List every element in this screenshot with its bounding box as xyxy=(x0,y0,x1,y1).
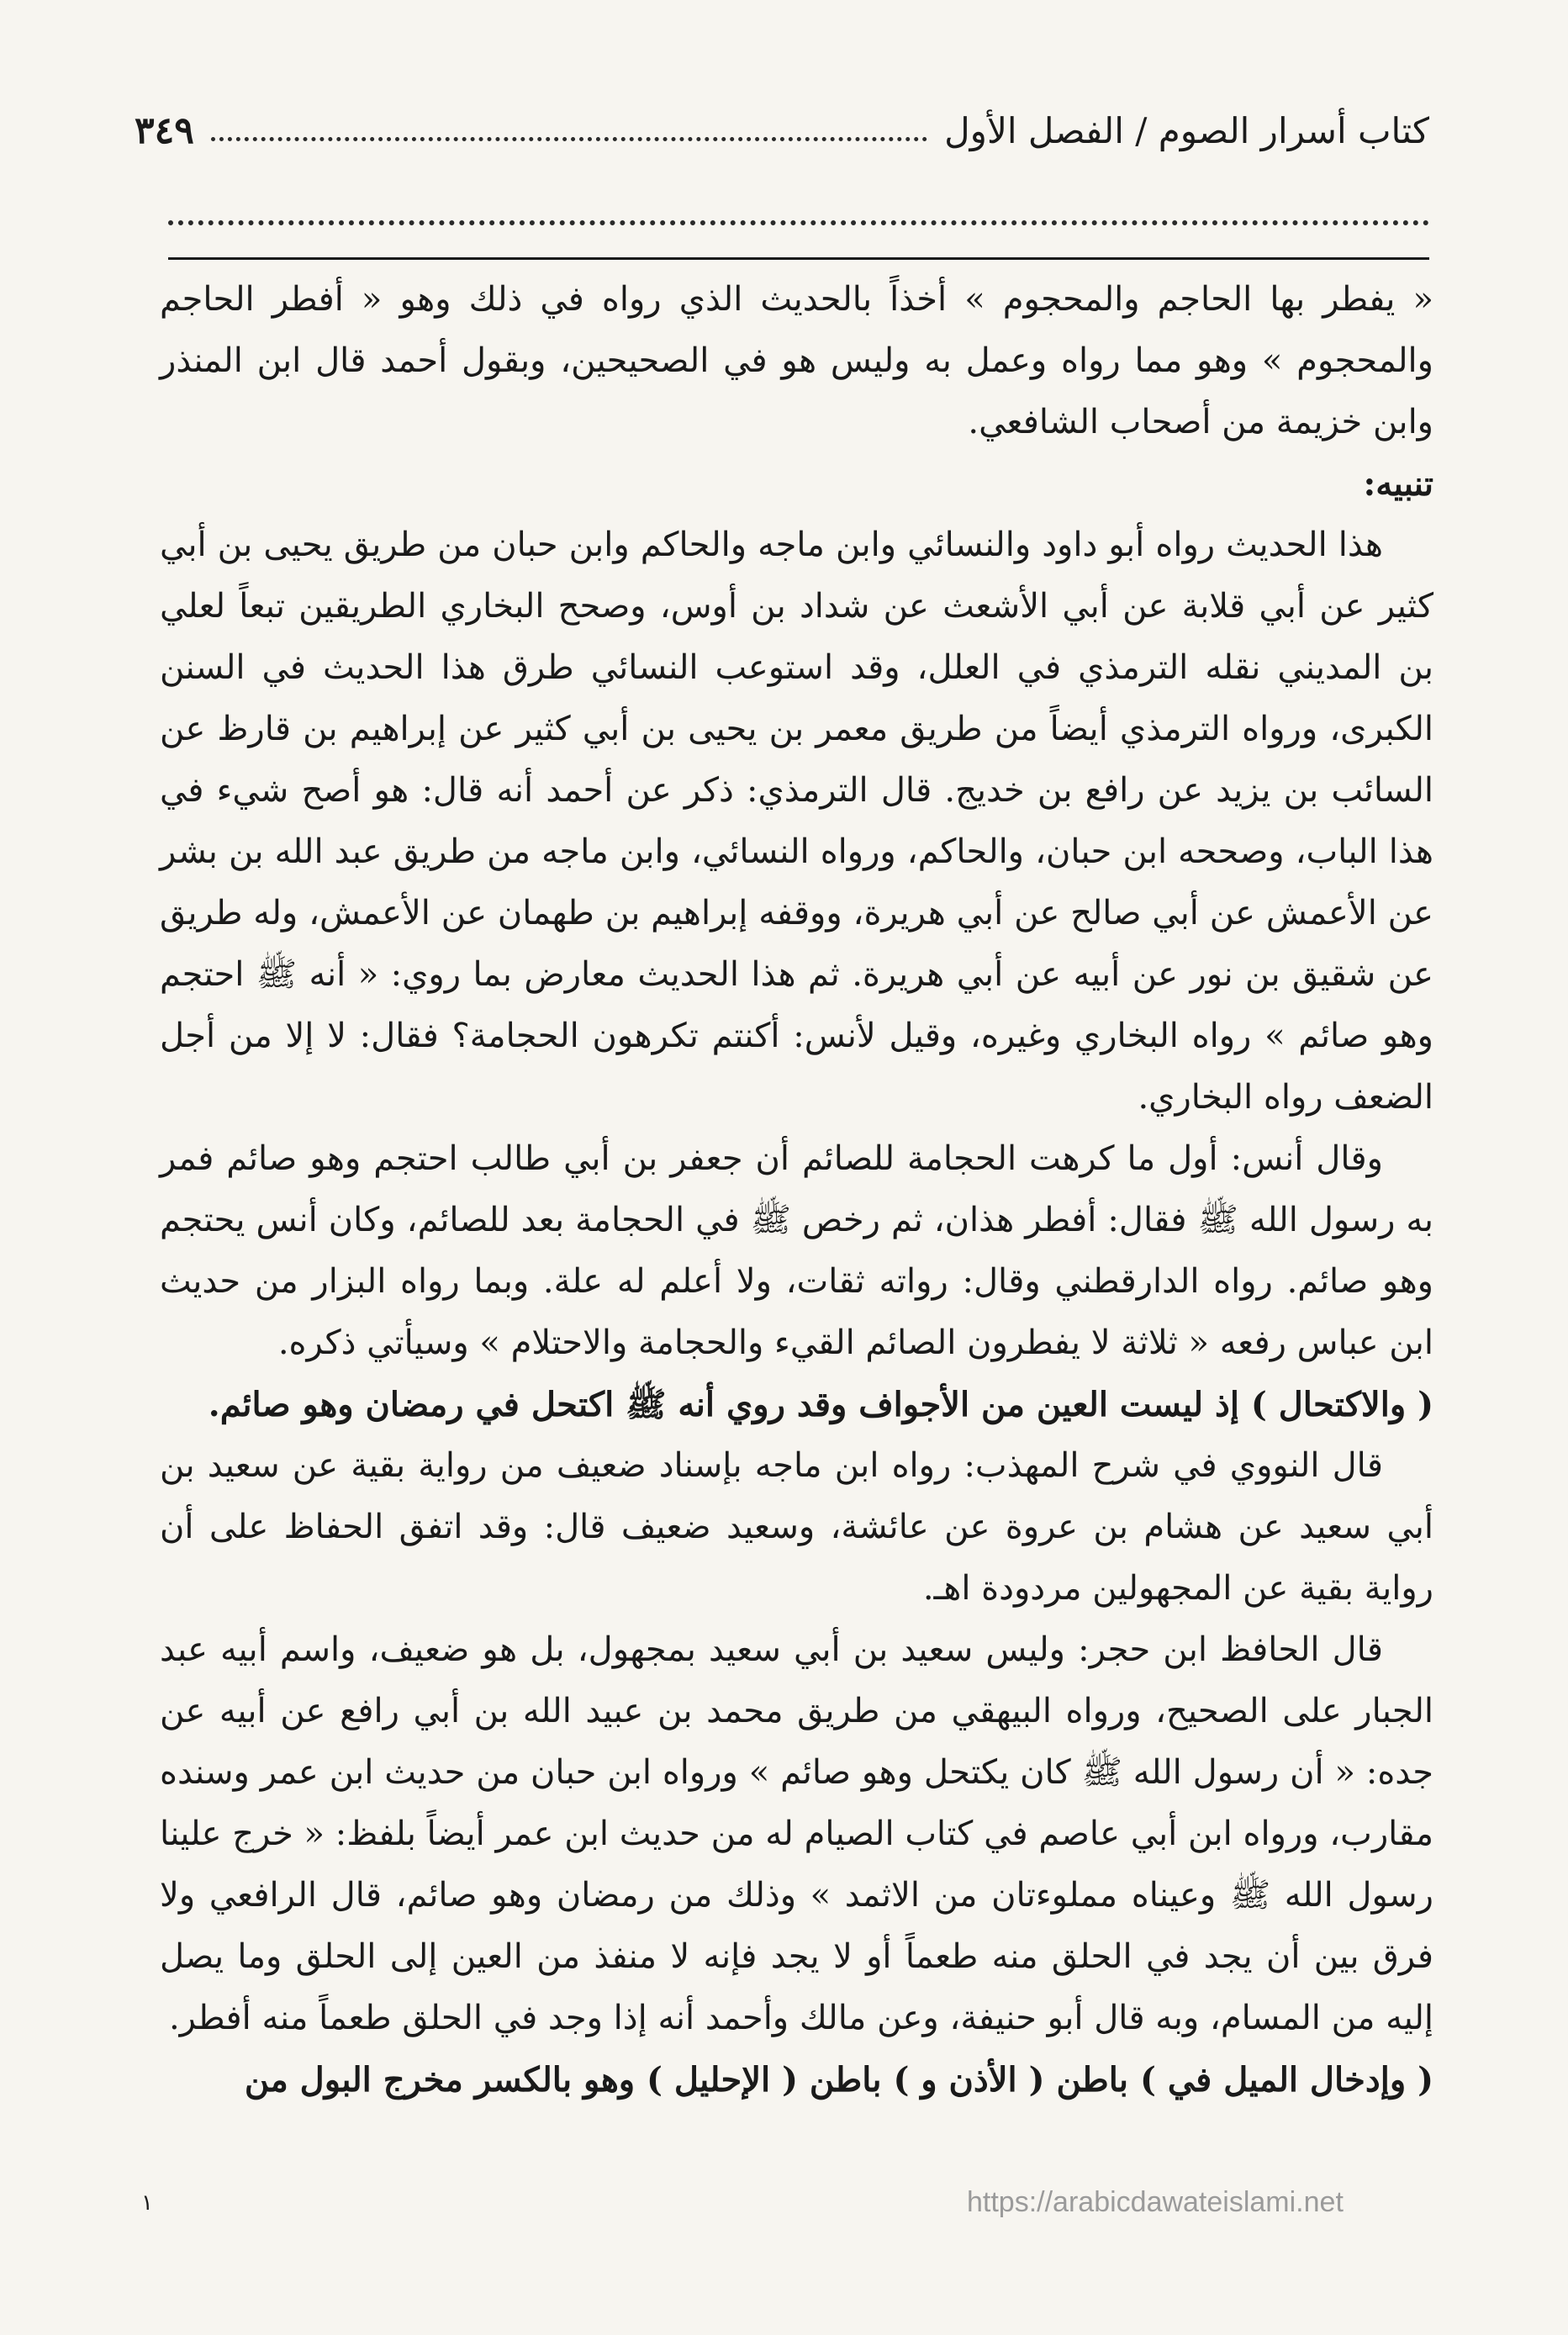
paragraph: هذا الحديث رواه أبو داود والنسائي وابن ماجه والحاكم وابن حبان من طريق يحيى بن أبي كثير عن أبي قلابة عن أبي الأشعث عن شداد بن أوس، وصحح البخاري الطريقين تبعاً لعلي بن المديني نقله الترمذي في العلل، وقد استوعب النسائي طرق هذا الحديث في السنن الكبرى، ورواه الترمذي أيضاً من طريق معمر بن يحيى بن أبي كثير عن إبراهيم بن قارظ عن السائب بن يزيد عن رافع بن خديج. قال الترمذي: ذكر عن أحمد أنه قال: هو أصح شيء في هذا الباب، وصححه ابن حبان، والحاكم، ورواه النسائي، وابن ماجه من طريق عبد الله بن بشر عن الأعمش عن أبي صالح عن أبي هريرة، ووقفه إبراهيم بن طهمان عن الأعمش، وله طريق عن شقيق بن نور عن أبيه عن أبي هريرة. ثم هذا الحديث معارض بما روي: « أنه ﷺ احتجم وهو صائم » رواه البخاري وغيره، وقيل لأنس: أكنتم تكرهون الحجامة؟ فقال: لا إلا من أجل الضعف رواه البخاري. xyxy=(160,526,1433,1117)
body-text xyxy=(160,269,1433,2110)
page-number: ٣٤٩ xyxy=(135,108,194,152)
section-heading: تنبيه: xyxy=(1363,464,1433,504)
matn-paragraph: ( وإدخال الميل في ) باطن ( الأذن و ) باطن ( الإحليل ) وهو بالكسر مخرج البول من xyxy=(244,2060,1433,2100)
paragraph: قال النووي في شرح المهذب: رواه ابن ماجه بإسناد ضعيف من رواية بقية عن سعيد بن أبي سعيد عن هشام بن عروة عن عائشة، وسعيد ضعيف قال: وقد اتفق الحفاظ على أن رواية بقية عن المجهولين مردودة اهـ. xyxy=(160,1446,1433,1608)
header-dot-leader xyxy=(211,137,927,141)
paragraph: قال الحافظ ابن حجر: وليس سعيد بن أبي سعيد بمجهول، بل هو ضعيف، واسم أبيه عبد الجبار على الصحيح، ورواه البيهقي من طريق محمد بن عبيد الله بن أبي رافع عن أبيه عن جده: « أن رسول الله ﷺ كان يكتحل وهو صائم » ورواه ابن حبان من حديث ابن عمر وسنده مقارب، ورواه ابن أبي عاصم في كتاب الصيام له من حديث ابن عمر أيضاً بلفظ: « خرج علينا رسول الله ﷺ وعيناه مملوءتان من الاثمد » وذلك من رمضان وهو صائم، قال الرافعي ولا فرق بين أن يجد في الحلق منه طعماً أو لا يجد فإنه لا منفذ من العين إلى الحلق وما يصل إليه من المسام، وبه قال أبو حنيفة، وعن مالك وأحمد أنه إذا وجد في الحلق طعماً منه أفطر. xyxy=(160,1630,1433,2037)
dotted-divider xyxy=(168,220,1429,225)
matn-paragraph: ( والاكتحال ) إذ ليست العين من الأجواف وقد روي أنه ﷺ اكتحل في رمضان وهو صائم. xyxy=(208,1385,1433,1424)
header-title: كتاب أسرار الصوم / الفصل الأول xyxy=(944,109,1429,151)
solid-divider xyxy=(168,257,1429,260)
watermark-url: https://arabicdawateislami.net xyxy=(967,2186,1344,2218)
paragraph-continuation: « يفطر بها الحاجم والمحجوم » أخذاً بالحديث الذي رواه في ذلك وهو « أفطر الحاجم والمحجوم » وهو مما رواه وعمل به وليس هو في الصحيحين، وبقول أحمد قال ابن المنذر وابن خزيمة من أصحاب الشافعي. xyxy=(160,280,1433,441)
running-header xyxy=(135,101,1429,160)
paragraph: وقال أنس: أول ما كرهت الحجامة للصائم أن جعفر بن أبي طالب احتجم وهو صائم فمر به رسول الله ﷺ فقال: أفطر هذان، ثم رخص ﷺ في الحجامة بعد للصائم، وكان أنس يحتجم وهو صائم. رواه الدارقطني وقال: رواته ثقات، ولا أعلم له علة. وبما رواه البزار من حديث ابن عباس رفعه « ثلاثة لا يفطرون الصائم القيء والحجامة والاحتلام » وسيأتي ذكره. xyxy=(160,1139,1433,1362)
footer-mark: ١ xyxy=(141,2190,153,2216)
